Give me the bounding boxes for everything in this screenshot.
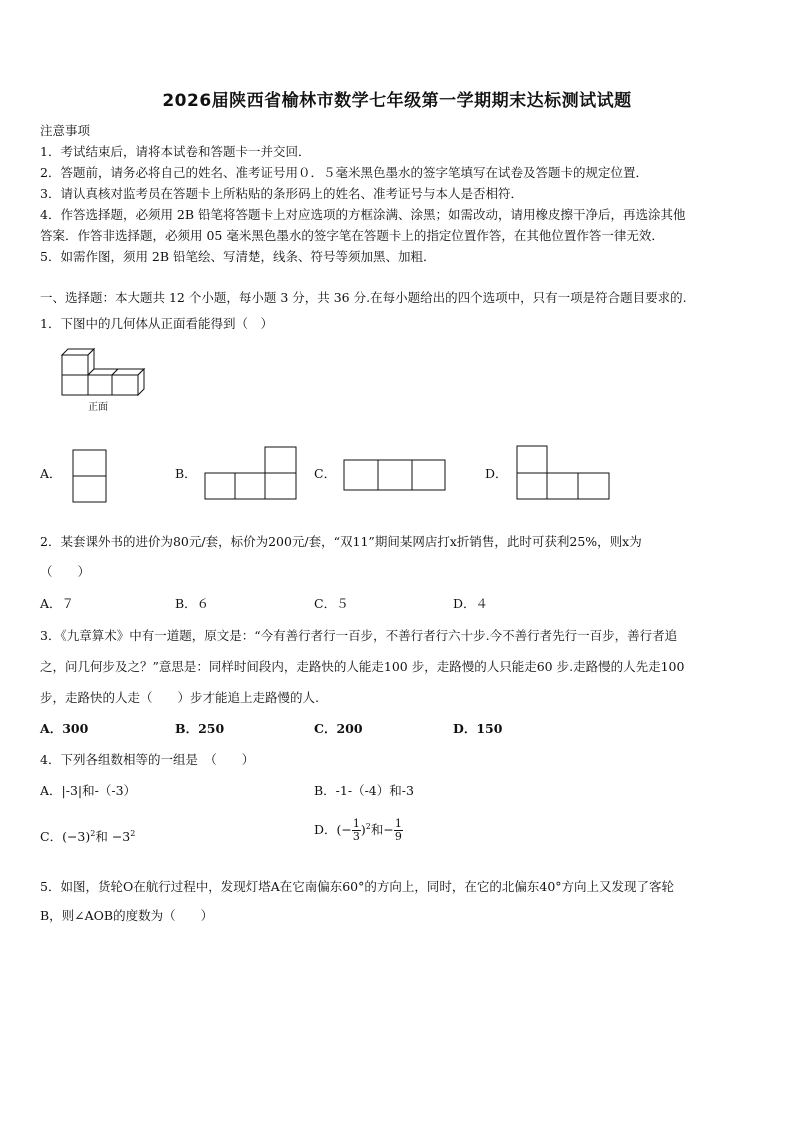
q3-stem-line2: 之，问几何步及之？”意思是：同样时间段内，走路快的人能走100 步，走路慢的人只能走60 步.走路慢的人先走100 — [40, 659, 685, 674]
q2-stem-line2: （ ） — [40, 564, 91, 579]
notice-item-3: 3．请认真核对监考员在答题卡上所粘贴的条形码上的姓名、准考证号与本人是否相符． — [40, 186, 523, 201]
q4-option-d-post: ) — [360, 822, 366, 837]
q4-option-d-den2: 9 — [394, 830, 402, 843]
q4-option-d — [314, 818, 403, 843]
section-heading: 一、选择题：本大题共 12 个小题，每小题 3 分，共 36 分.在每小题给出的四个选项中，只有一项是符合题目要求的. — [40, 290, 687, 305]
q4-option-c-expr: (−3) — [62, 829, 91, 844]
q4-option-d-num2: 1 — [394, 817, 402, 830]
q1-figure-label: 正面 — [88, 402, 108, 413]
q4-option-d-exp: 2 — [365, 821, 371, 831]
notice-item-1: 1．考试结束后，请将本试卷和答题卡一并交回． — [40, 144, 311, 159]
q4-option-c-mid: 和 −3 — [95, 829, 131, 844]
q4-option-c — [40, 827, 135, 845]
q1-option-a-label: A． — [40, 466, 62, 481]
q3-option-a: A．300 — [40, 721, 89, 736]
q1-option-b-figure — [204, 446, 298, 501]
q1-option-c-figure — [343, 459, 447, 492]
q4-option-d-label: D． — [314, 822, 337, 837]
q1-option-d-figure — [516, 445, 611, 501]
q4-option-d-frac1 — [352, 818, 361, 843]
notice-heading: 注意事项 — [40, 123, 91, 138]
q4-option-d-num1: 1 — [352, 817, 360, 830]
q5-stem-line2: B，则∠AOB的度数为（ ） — [40, 908, 214, 923]
q4-option-d-den1: 3 — [352, 830, 360, 843]
q2-option-b: B．６ — [175, 596, 210, 611]
q2-option-c: C．５ — [314, 596, 349, 611]
q4-option-b: B．-1-（-4）和-3 — [314, 783, 414, 798]
notice-item-2: 2．答题前，请务必将自己的姓名、准考证号用０．５毫米黑色墨水的签字笔填写在试卷及答题卡的规定位置． — [40, 165, 648, 180]
q3-option-c: C．200 — [314, 721, 363, 736]
q2-option-a: A．７ — [40, 596, 75, 611]
q4-option-a: A．|-3|和-（-3） — [40, 783, 137, 798]
q2-stem-line1: 2．某套课外书的进价为80元/套，标价为200元/套，“双11”期间某网店打x折销售，此时可获利25%，则x为 — [40, 534, 642, 549]
notice-item-5: 5．如需作图，须用 2B 铅笔绘、写清楚，线条、符号等须加黑、加粗． — [40, 249, 436, 264]
q5-stem-line1: 5．如图，货轮O在航行过程中，发现灯塔A在它南偏东60°的方向上，同时，在它的北偏东40°方向上又发现了客轮 — [40, 879, 675, 894]
q1-option-a-figure — [72, 449, 108, 503]
q4-option-d-mid: 和− — [370, 822, 394, 837]
notice-item-4-cont: 答案．作答非选择题，必须用 05 毫米黑色墨水的签字笔在答题卡上的指定位置作答，在其他位置作答一律无效． — [40, 228, 664, 243]
q3-stem-line1: 3．《九章算术》中有一道题，原文是：“今有善行者行一百步，不善行者行六十步.今不善行者先行一百步，善行者追 — [40, 628, 678, 643]
q4-option-c-exp2: 2 — [130, 828, 136, 838]
q3-stem-line3: 步，走路快的人走（ ）步才能追上走路慢的人. — [40, 690, 319, 705]
q2-option-d: D．４ — [453, 596, 489, 611]
q3-option-d: D．150 — [453, 721, 503, 736]
q4-option-c-label: C． — [40, 829, 63, 844]
q3-option-b: B．250 — [175, 721, 225, 736]
q4-option-d-pre: (− — [336, 822, 352, 837]
q4-option-d-frac2 — [394, 818, 403, 843]
q1-option-b-label: B． — [175, 466, 197, 481]
page-title: 2026届陕西省榆林市数学七年级第一学期期末达标测试试题 — [162, 91, 632, 111]
q4-stem: 4．下列各组数相等的一组是 （ ） — [40, 752, 255, 767]
q1-stem: 1．下图中的几何体从正面看能得到（ ） — [40, 316, 273, 331]
q1-solid-figure — [58, 345, 154, 399]
q4-option-c-exp: 2 — [90, 828, 96, 838]
notice-item-4: 4．作答选择题，必须用 2B 铅笔将答题卡上对应选项的方框涂满、涂黑；如需改动，请用橡皮擦干净后，再选涂其他 — [40, 207, 686, 222]
q1-option-d-label: D． — [485, 466, 508, 481]
q1-option-c-label: C． — [314, 466, 337, 481]
